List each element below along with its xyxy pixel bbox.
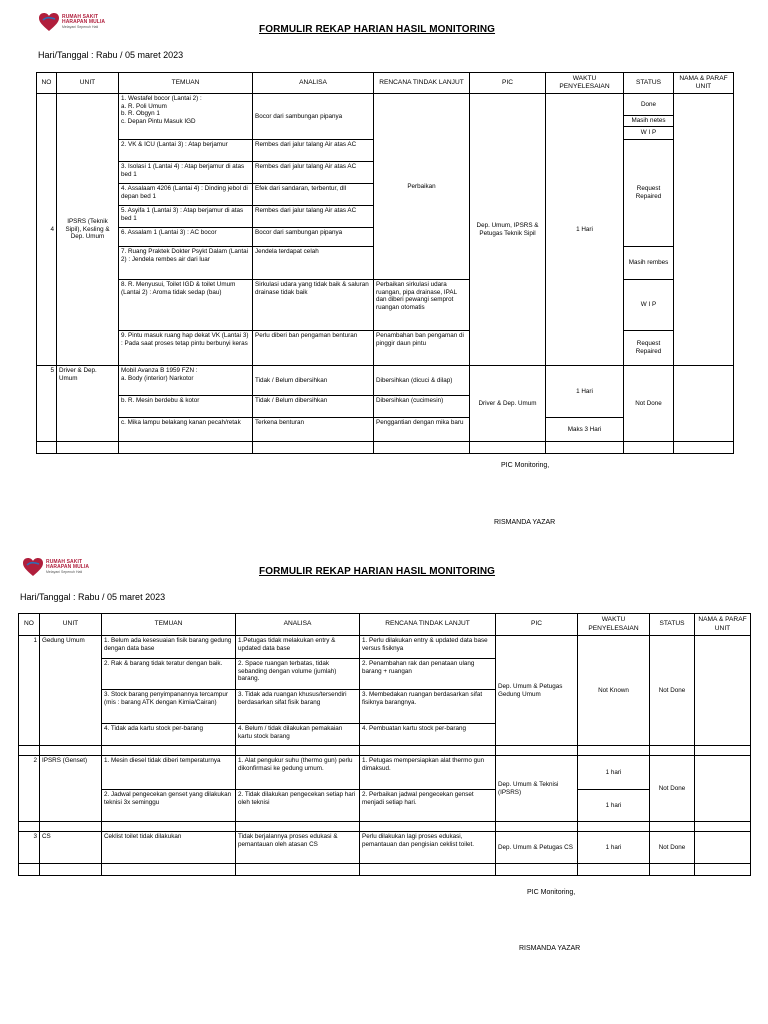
analisa-cell: Tidak berjalannya proses edukasi & pemantauan oleh atasan CS	[236, 832, 360, 864]
analisa-cell: Bocor dari sambungan pipanya	[253, 228, 374, 247]
header-waktu: WAKTU PENYELESAIAN	[578, 614, 650, 636]
table-row-empty	[19, 746, 751, 756]
temuan-line: Mobil Avanza B 1959 FZN :	[121, 367, 198, 374]
temuan-line: 1. Westafel bocor (Lantai 2) :	[121, 95, 202, 102]
header-rencana: RENCANA TINDAK LANJUT	[374, 73, 470, 94]
status-cell: Request Repaired	[624, 331, 674, 366]
temuan-cell: 8. R. Menyusui, Toilet IGD & toilet Umum (Lantai 2) : Aroma tidak sedap (bau)	[119, 280, 253, 331]
row-number: 1	[19, 636, 40, 746]
header-analisa: ANALISA	[253, 73, 374, 94]
header-rencana: RENCANA TINDAK LANJUT	[360, 614, 496, 636]
row-number: 3	[19, 832, 40, 864]
table-row-empty	[37, 442, 734, 454]
unit-cell: Gedung Umum	[40, 636, 102, 746]
header-no: NO	[37, 73, 57, 94]
form-1-title: FORMULIR REKAP HARIAN HASIL MONITORING	[259, 24, 496, 35]
pic-monitoring-label: PIC Monitoring,	[527, 889, 576, 896]
status-wip: W I P	[640, 129, 657, 137]
waktu-cell: 1 hari	[578, 756, 650, 790]
pic-cell: Dep. Umum, IPSRS & Petugas Teknik Sipil	[470, 94, 546, 366]
nama-paraf-cell	[695, 756, 751, 822]
analisa-cell: 1. Alat pengukur suhu (thermo gun) perlu dikonfirmasi ke gedung umum.	[236, 756, 360, 790]
analisa-cell: Bocor dari sambungan pipanya	[253, 94, 374, 140]
analisa-cell: Jendela terdapat celah	[253, 247, 374, 280]
row-number: 2	[19, 756, 40, 822]
table-row	[37, 331, 734, 366]
header-temuan: TEMUAN	[119, 73, 253, 94]
status-cell: W I P	[624, 280, 674, 331]
waktu-cell: Maks 3 Hari	[546, 418, 624, 442]
table-header	[19, 614, 751, 636]
waktu-cell: Not Known	[578, 636, 650, 746]
table-row	[19, 636, 751, 659]
analisa-cell: Rembes dari jalur talang Air atas AC	[253, 162, 374, 184]
temuan-cell: 2. Jadwal pengecekan genset yang dilakukan teknisi 3x seminggu	[102, 790, 236, 822]
table-row	[19, 790, 751, 822]
rencana-cell: 4. Pembuatan kartu stock per-barang	[360, 724, 496, 746]
table-row	[19, 832, 751, 864]
status-cell: Not Done	[650, 636, 695, 746]
waktu-cell: 1 Hari	[546, 94, 624, 366]
analisa-cell: 1.Petugas tidak melakukan entry & updated data base	[236, 636, 360, 659]
unit-cell: Driver & Dep. Umum	[57, 366, 119, 442]
header-waktu: WAKTU PENYELESAIAN	[546, 73, 624, 94]
analisa-cell: Rembes dari jalur talang Air atas AC	[253, 206, 374, 228]
temuan-cell: 3. Isolasi 1 (Lantai 4) : Atap berjamur di atas bed 1	[119, 162, 253, 184]
header-nama-paraf: NAMA & PARAF UNIT	[695, 614, 751, 636]
temuan-cell: 1. Mesin diesel tidak diberi temperaturnya	[102, 756, 236, 790]
analisa-cell: Perlu diberi ban pengaman benturan	[253, 331, 374, 366]
header-pic: PIC	[470, 73, 546, 94]
signer-name: RISMANDA YAZAR	[494, 519, 556, 526]
temuan-line: a. R. Poli Umum	[121, 102, 167, 110]
temuan-cell: c. Mika lampu belakang kanan pecah/retak	[119, 418, 253, 442]
temuan-cell: 9. Pintu masuk ruang hap dekat VK (Lantai 3) : Pada saat proses tetap pintu berbunyi keras	[119, 331, 253, 366]
nama-paraf-cell	[674, 94, 734, 366]
header-nama-paraf: NAMA & PARAF UNIT	[674, 73, 734, 94]
analisa-cell: Sirkulasi udara yang tidak baik & saluran drainase tidak baik	[253, 280, 374, 331]
status-cell: Not Done	[650, 756, 695, 822]
form-2-table	[18, 613, 751, 876]
header-temuan: TEMUAN	[102, 614, 236, 636]
nama-paraf-cell	[695, 636, 751, 746]
pic-cell: Driver & Dep. Umum	[470, 366, 546, 442]
form-2-date: Hari/Tanggal : Rabu / 05 maret 2023	[20, 592, 166, 602]
waktu-cell: 1 hari	[578, 790, 650, 822]
header-no: NO	[19, 614, 40, 636]
rencana-cell: 1. Perlu dilakukan entry & updated data base versus fisiknya	[360, 636, 496, 659]
signer-name: RISMANDA YAZAR	[519, 945, 581, 952]
header-status: STATUS	[650, 614, 695, 636]
rencana-cell: Penggantian dengan mika baru	[374, 418, 470, 442]
rencana-cell: Perbaikan sirkulasi udara ruangan, pipa drainase, IPAL dan diberi pewangi semprot ruangan otomatis	[374, 280, 470, 331]
header-analisa: ANALISA	[236, 614, 360, 636]
waktu-cell: 1 hari	[578, 832, 650, 864]
table-row	[37, 280, 734, 331]
temuan-cell	[119, 94, 253, 140]
hospital-logo	[38, 12, 105, 32]
unit-cell: IPSRS (Teknik Sipil), Kesling & Dep. Umum	[57, 94, 119, 366]
table-row	[37, 366, 734, 396]
analisa-cell: Terkena benturan	[253, 418, 374, 442]
pic-monitoring-label: PIC Monitoring,	[501, 462, 550, 469]
status-masih-netes: Masih netes	[624, 116, 673, 127]
table-row	[37, 94, 734, 140]
analisa-cell: 4. Belum / tidak dilakukan pemakaian kartu stock barang	[236, 724, 360, 746]
rencana-cell: 2. Penambahan rak dan penataan ulang barang + ruangan	[360, 659, 496, 690]
analisa-cell: Rembes dari jalur talang Air atas AC	[253, 140, 374, 162]
rencana-cell: Penambahan ban pengaman di pinggir daun pintu	[374, 331, 470, 366]
analisa-cell: Efek dari sandaran, terbentur, dll	[253, 184, 374, 206]
pic-cell: Dep. Umum & Petugas Gedung Umum	[496, 636, 578, 746]
rencana-cell: Perlu dilakukan lagi proses edukasi, pemantauan dan pengisian ceklist toilet.	[360, 832, 496, 864]
form-1-table	[36, 72, 734, 454]
header-status: STATUS	[624, 73, 674, 94]
form-2-title: FORMULIR REKAP HARIAN HASIL MONITORING	[259, 566, 496, 577]
temuan-cell: 3. Stock barang penyimpanannya tercampur (mis : barang ATK dengan Kimia/Cairan)	[102, 690, 236, 724]
temuan-cell: Ceklist toilet tidak dilakukan	[102, 832, 236, 864]
hospital-logo	[22, 557, 89, 577]
rencana-cell: Dibersihkan (cucimesin)	[374, 396, 470, 418]
analisa-cell: Tidak / Belum dibersihkan	[253, 396, 374, 418]
heart-logo-icon	[22, 557, 44, 577]
temuan-cell: 4. Assalaam 4206 (Lantai 4) : Dinding jebol di depan bed 1	[119, 184, 253, 206]
status-cell	[624, 94, 674, 140]
logo-line-2: HARAPAN MULIA	[46, 564, 90, 570]
temuan-line: c. Depan Pintu Masuk IGD	[121, 118, 196, 126]
nama-paraf-cell	[674, 366, 734, 442]
status-cell: Masih rembes	[624, 247, 674, 280]
temuan-cell: 2. VK & ICU (Lantai 3) : Atap berjamur	[119, 140, 253, 162]
temuan-cell: 2. Rak & barang tidak teratur dengan baik.	[102, 659, 236, 690]
temuan-cell	[119, 366, 253, 396]
temuan-cell: b. R. Mesin berdebu & kotor	[119, 396, 253, 418]
logo-line-1: RUMAH SAKIT	[62, 14, 99, 20]
analisa-cell: 2. Tidak dilakukan pengecekan setiap hari oleh teknisi	[236, 790, 360, 822]
table-row-empty	[19, 822, 751, 832]
logo-tagline: Melayani Sepenuh Hati	[62, 25, 99, 29]
rencana-cell: 1. Petugas mempersiapkan alat thermo gun dimaksud.	[360, 756, 496, 790]
temuan-cell: 5. Asyifa 1 (Lantai 3) : Atap berjamur di atas bed 1	[119, 206, 253, 228]
header-pic: PIC	[496, 614, 578, 636]
analisa-cell: Tidak / Belum dibersihkan	[253, 366, 374, 396]
temuan-line: a. Body (interior) Narkotor	[121, 374, 194, 382]
nama-paraf-cell	[695, 832, 751, 864]
table-header	[37, 73, 734, 94]
status-cell: Not Done	[650, 832, 695, 864]
analisa-cell: 3. Tidak ada ruangan khusus/tersendiri berdasarkan sifat fisik barang	[236, 690, 360, 724]
waktu-cell: 1 Hari	[546, 366, 624, 418]
unit-cell: CS	[40, 832, 102, 864]
temuan-cell: 7. Ruang Praktek Dokter Psykt Dalam (Lantai 2) : Jendela rembes air dari luar	[119, 247, 253, 280]
rencana-cell: Dibersihkan (dicuci & dilap)	[374, 366, 470, 396]
pic-cell: Dep. Umum & Teknisi (IPSRS)	[496, 756, 578, 822]
form-1-date: Hari/Tanggal : Rabu / 05 maret 2023	[38, 50, 184, 60]
row-number: 4	[37, 94, 57, 366]
logo-line-1: RUMAH SAKIT	[46, 559, 83, 565]
status-cell: Not Done	[624, 366, 674, 442]
unit-cell: IPSRS (Genset)	[40, 756, 102, 822]
header-unit: UNIT	[40, 614, 102, 636]
pic-cell: Dep. Umum & Petugas CS	[496, 832, 578, 864]
status-done: Done	[624, 94, 673, 116]
logo-tagline: Melayani Sepenuh Hati	[46, 570, 83, 574]
temuan-cell: 4. Tidak ada kartu stock per-barang	[102, 724, 236, 746]
row-number: 5	[37, 366, 57, 442]
rencana-cell: 2. Perbaikan jadwal pengecekan genset menjadi setiap hari.	[360, 790, 496, 822]
temuan-cell: 1. Belum ada kesesuaian fisik barang gedung dengan data base	[102, 636, 236, 659]
header-unit: UNIT	[57, 73, 119, 94]
rencana-cell: Perbaikan	[374, 94, 470, 280]
temuan-cell: 6. Assalam 1 (Lantai 3) : AC bocor	[119, 228, 253, 247]
table-row-empty	[19, 864, 751, 876]
table-row	[19, 756, 751, 790]
temuan-line: b. R. Obgyn 1	[121, 110, 160, 118]
analisa-cell: 2. Space ruangan terbatas, tidak sebanding dengan volume (jumlah) barang.	[236, 659, 360, 690]
heart-logo-icon	[38, 12, 60, 32]
status-cell: Request Repaired	[624, 140, 674, 247]
logo-line-2: HARAPAN MULIA	[62, 19, 106, 25]
rencana-cell: 3. Membedakan ruangan berdasarkan sifat fisiknya barangnya.	[360, 690, 496, 724]
